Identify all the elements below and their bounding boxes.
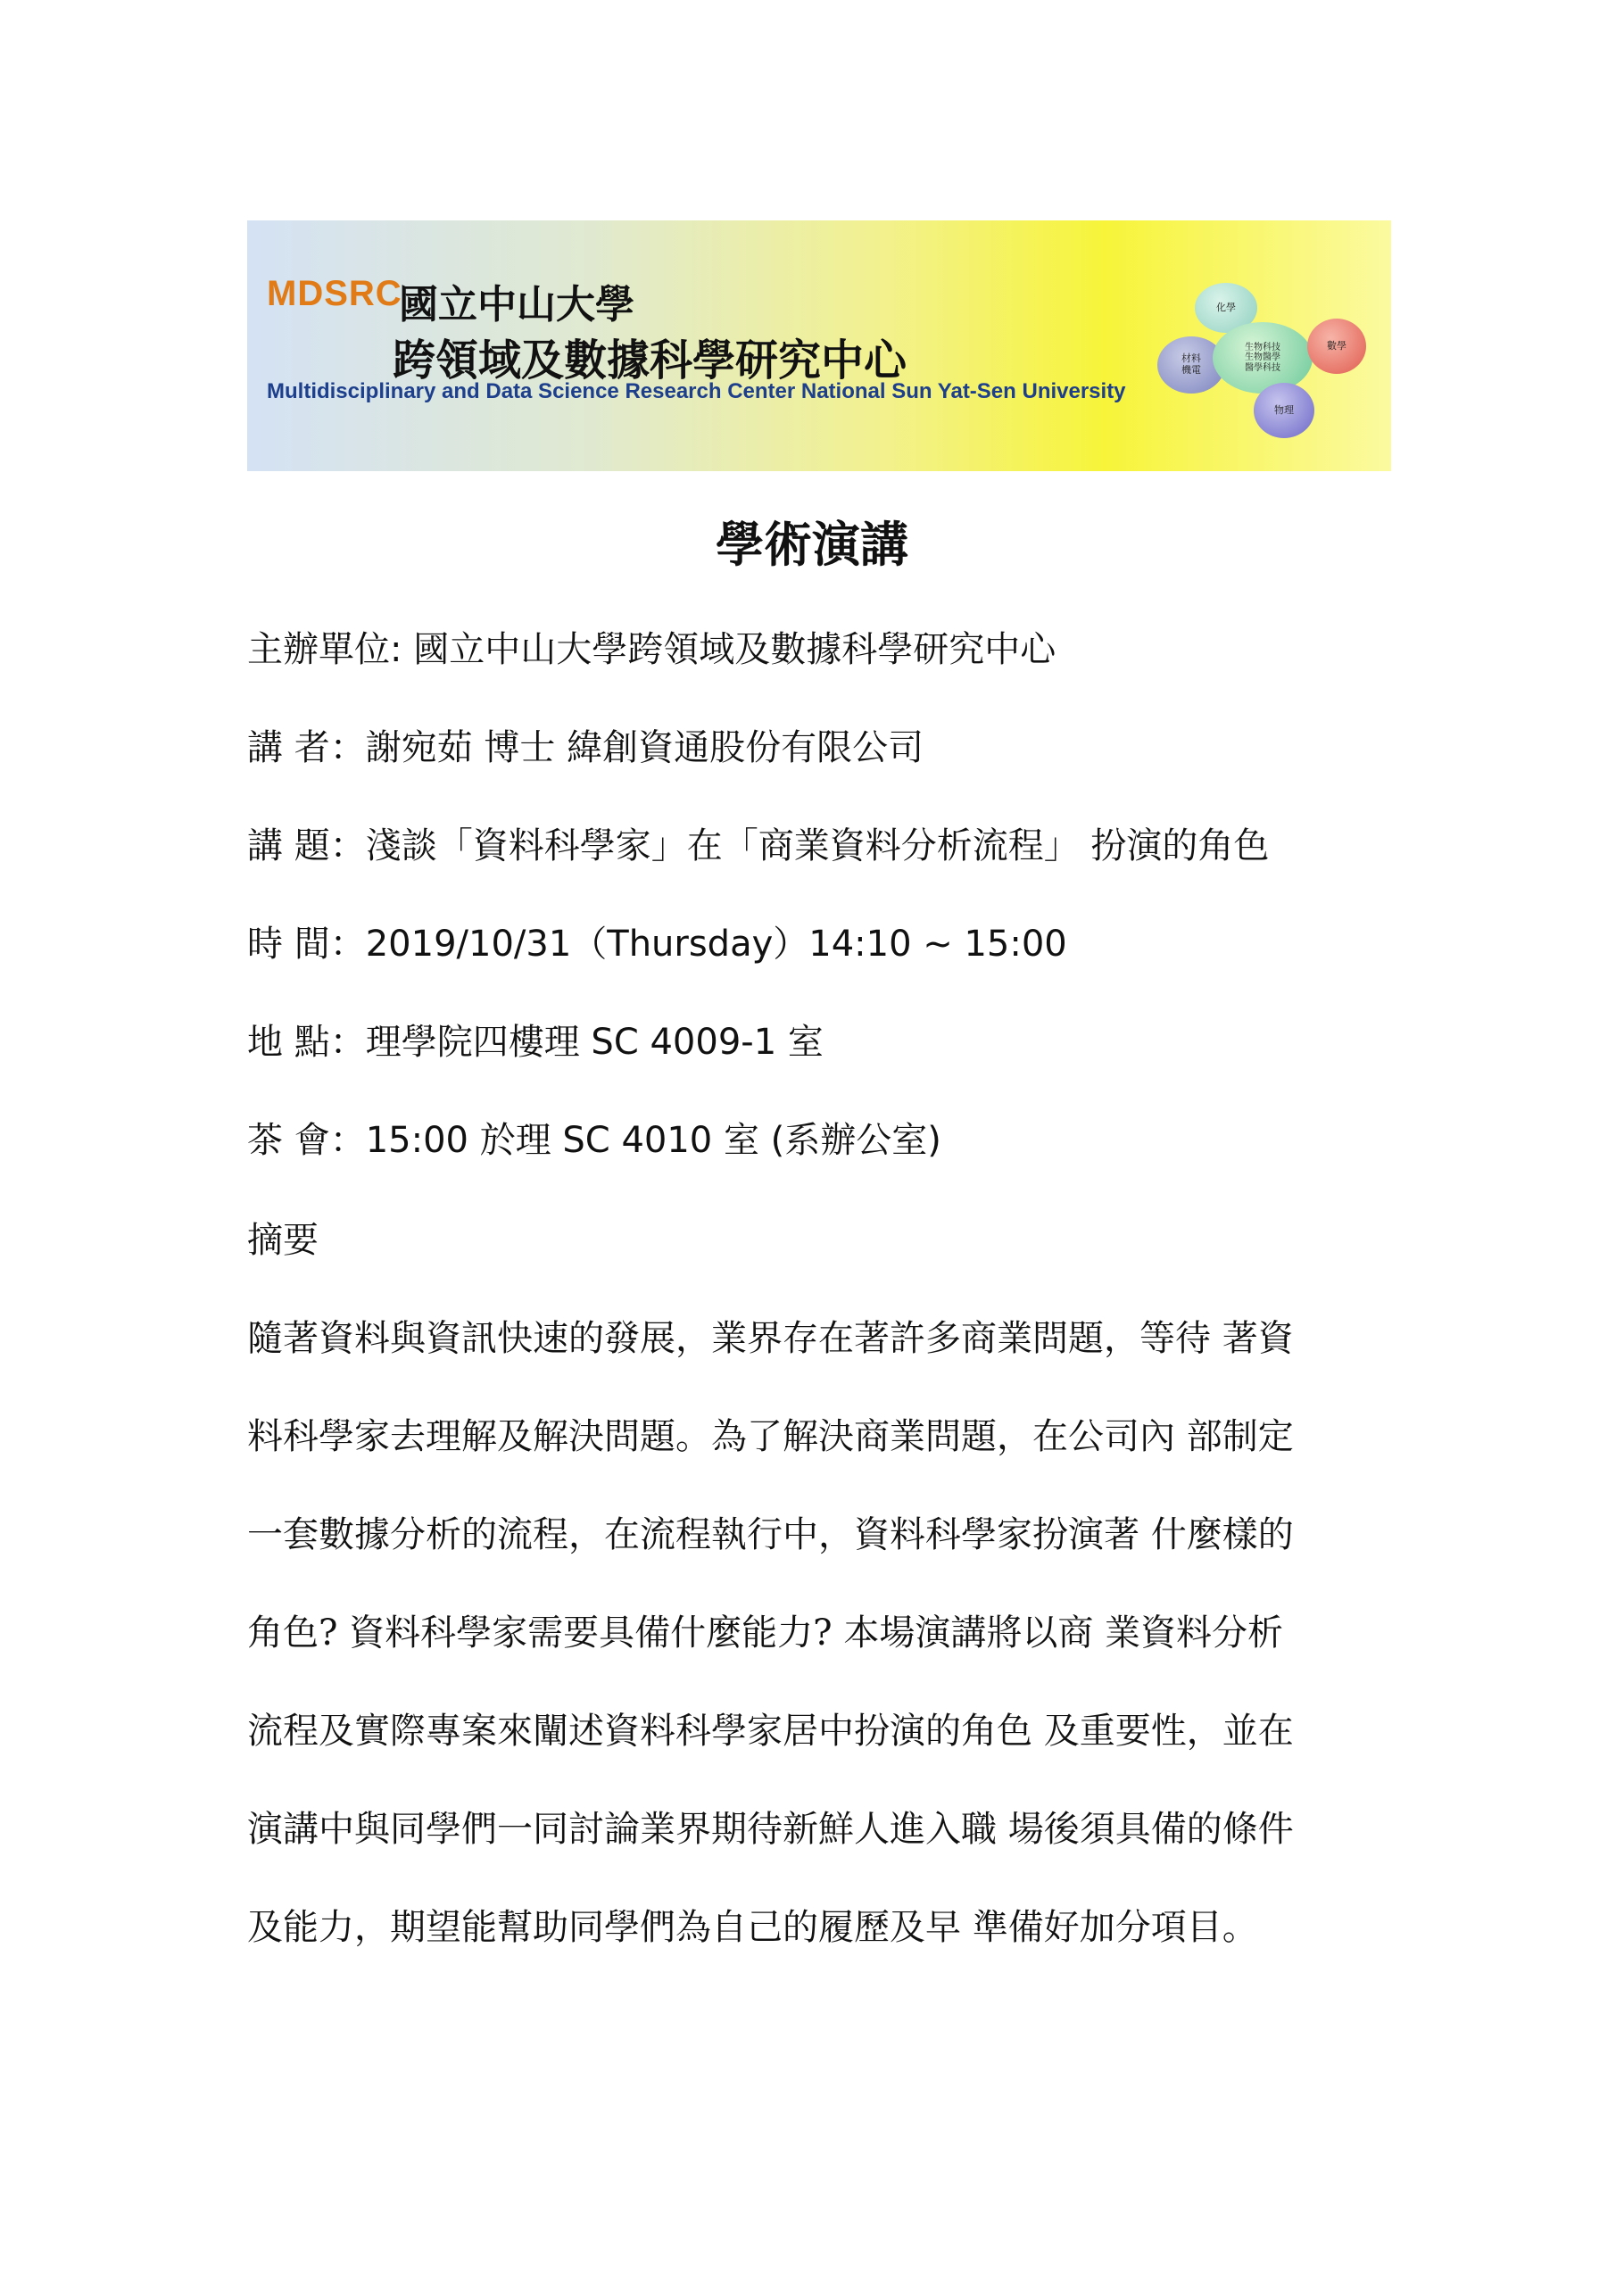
topic-label: 講 題： bbox=[247, 825, 366, 866]
abstract-line: 及能力，期望能幫助同學們為自己的履歷及早 準備好加分項目。 bbox=[247, 1907, 1258, 1948]
center-english-name: Multidisciplinary and Data Science Research Center National Sun Yat-Sen University bbox=[267, 379, 1126, 403]
header-banner bbox=[247, 220, 1391, 471]
speaker-label: 講 者： bbox=[247, 727, 366, 768]
abstract-line: 角色? 資料科學家需要具備什麼能力? 本場演講將以商 業資料分析 bbox=[247, 1612, 1284, 1654]
organizer-row bbox=[247, 621, 1056, 672]
bubble-physics: 物理 bbox=[1254, 383, 1314, 438]
time-row bbox=[247, 916, 1067, 966]
university-name: 國立中山大學 bbox=[399, 282, 634, 327]
center-name: 跨領域及數據科學研究中心 bbox=[393, 336, 907, 385]
speaker-value: 謝宛茹 博士 緯創資通股份有限公司 bbox=[365, 727, 924, 768]
tea-label: 茶 會： bbox=[247, 1120, 366, 1161]
abstract-line: 隨著資料與資訊快速的發展，業界存在著許多商業問題，等待 著資 bbox=[247, 1318, 1294, 1359]
bubble-math: 數學 bbox=[1307, 319, 1366, 374]
brand-logo: MDSRC bbox=[267, 274, 402, 313]
abstract-heading: 摘要 bbox=[247, 1220, 319, 1261]
abstract-line: 料科學家去理解及解決問題。為了解決商業問題，在公司內 部制定 bbox=[247, 1416, 1294, 1457]
topic-row bbox=[247, 817, 1269, 868]
bubble-materials: 材料 機電 bbox=[1157, 336, 1225, 394]
topic-value: 淺談「資料科學家」在「商業資料分析流程」 扮演的角色 bbox=[365, 825, 1270, 866]
bubble-chemistry: 化學 bbox=[1195, 283, 1257, 333]
bubble-life-sciences: 生物科技 生物醫學 醫學科技 bbox=[1213, 322, 1313, 394]
place-label: 地 點： bbox=[247, 1022, 366, 1063]
page-title: 學術演講 bbox=[716, 517, 908, 573]
time-value: 2019/10/31（Thursday）14:10 ~ 15:00 bbox=[365, 924, 1067, 965]
speaker-row bbox=[247, 719, 924, 770]
tea-value: 15:00 於理 SC 4010 室 (系辦公室) bbox=[365, 1120, 941, 1161]
abstract-line: 演講中與同學們一同討論業界期待新鮮人進入職 場後須具備的條件 bbox=[247, 1809, 1294, 1850]
abstract-line: 一套數據分析的流程，在流程執行中，資料科學家扮演著 什麼樣的 bbox=[247, 1514, 1294, 1555]
abstract-line: 流程及實際專案來闡述資料科學家居中扮演的角色 及重要性，並在 bbox=[247, 1711, 1294, 1752]
place-row bbox=[247, 1014, 824, 1065]
disciplines-graphic bbox=[1157, 283, 1380, 461]
place-value: 理學院四樓理 SC 4009-1 室 bbox=[365, 1022, 824, 1063]
time-label: 時 間： bbox=[247, 924, 366, 965]
organizer-label: 主辦單位: bbox=[247, 629, 402, 670]
tea-row bbox=[247, 1112, 941, 1163]
organizer-value: 國立中山大學跨領域及數據科學研究中心 bbox=[413, 629, 1056, 670]
